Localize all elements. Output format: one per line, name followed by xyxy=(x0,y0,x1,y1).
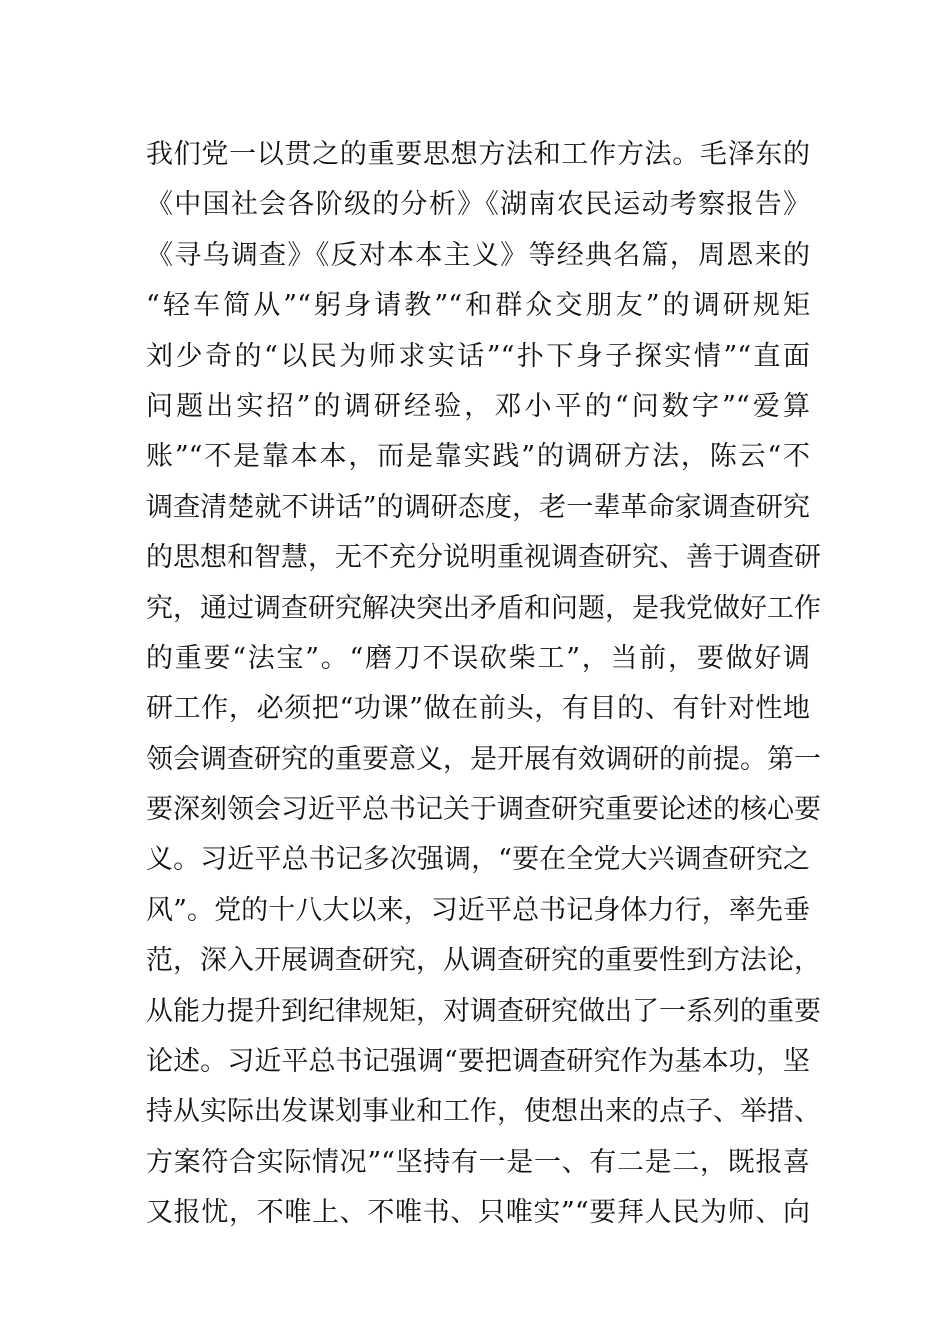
text-line: 问题出实招”的调研经验，邓小平的“问数字”“爱算 xyxy=(146,390,810,422)
text-line: 从能力提升到纪律规矩，对调查研究做出了一系列的重要 xyxy=(146,995,821,1027)
text-line: 要深刻领会习近平总书记关于调查研究重要论述的核心要 xyxy=(146,794,821,826)
text-line: 义。习近平总书记多次强调，“要在全党大兴调查研究之 xyxy=(146,844,810,876)
text-line: 又报忧，不唯上、不唯书、只唯实”“要拜人民为师、向 xyxy=(146,1197,810,1229)
text-line: 究，通过调查研究解决突出矛盾和问题，是我党做好工作 xyxy=(146,592,821,624)
text-line: 的重要“法宝”。“磨刀不误砍柴工”，当前，要做好调 xyxy=(146,642,810,674)
text-line: 领会调查研究的重要意义，是开展有效调研的前提。第一 xyxy=(146,743,821,775)
text-line: 持从实际出发谋划事业和工作，使想出来的点子、举措、 xyxy=(146,1096,821,1128)
text-line: 论述。习近平总书记强调“要把调查研究作为基本功，坚 xyxy=(146,1046,810,1078)
text-line: 风”。党的十八大以来，习近平总书记身体力行，率先垂 xyxy=(146,894,810,926)
text-line: 《中国社会各阶级的分析》《湖南农民运动考察报告》 xyxy=(146,189,810,221)
text-line: “轻车简从”“躬身请教”“和群众交朋友”的调研规矩 xyxy=(146,290,810,322)
text-line: 调查清楚就不讲话”的调研态度，老一辈革命家调查研究 xyxy=(146,491,810,523)
text-line: 范，深入开展调查研究，从调查研究的重要性到方法论， xyxy=(146,945,821,977)
text-line: 研工作，必须把“功课”做在前头，有目的、有针对性地 xyxy=(146,693,810,725)
text-line: 的思想和智慧，无不充分说明重视调查研究、善于调查研 xyxy=(146,542,821,574)
text-line: 《寻乌调查》《反对本本主义》等经典名篇，周恩来的 xyxy=(146,239,810,271)
body-text xyxy=(146,130,821,1239)
text-line: 刘少奇的“以民为师求实话”“扑下身子探实情”“直面 xyxy=(146,340,810,372)
text-line: 方案符合实际情况”“坚持有一是一、有二是二，既报喜 xyxy=(146,1146,810,1178)
text-line: 我们党一以贯之的重要思想方法和工作方法。毛泽东的 xyxy=(146,139,810,170)
text-line: 账”“不是靠本本，而是靠实践”的调研方法，陈云“不 xyxy=(146,441,810,473)
